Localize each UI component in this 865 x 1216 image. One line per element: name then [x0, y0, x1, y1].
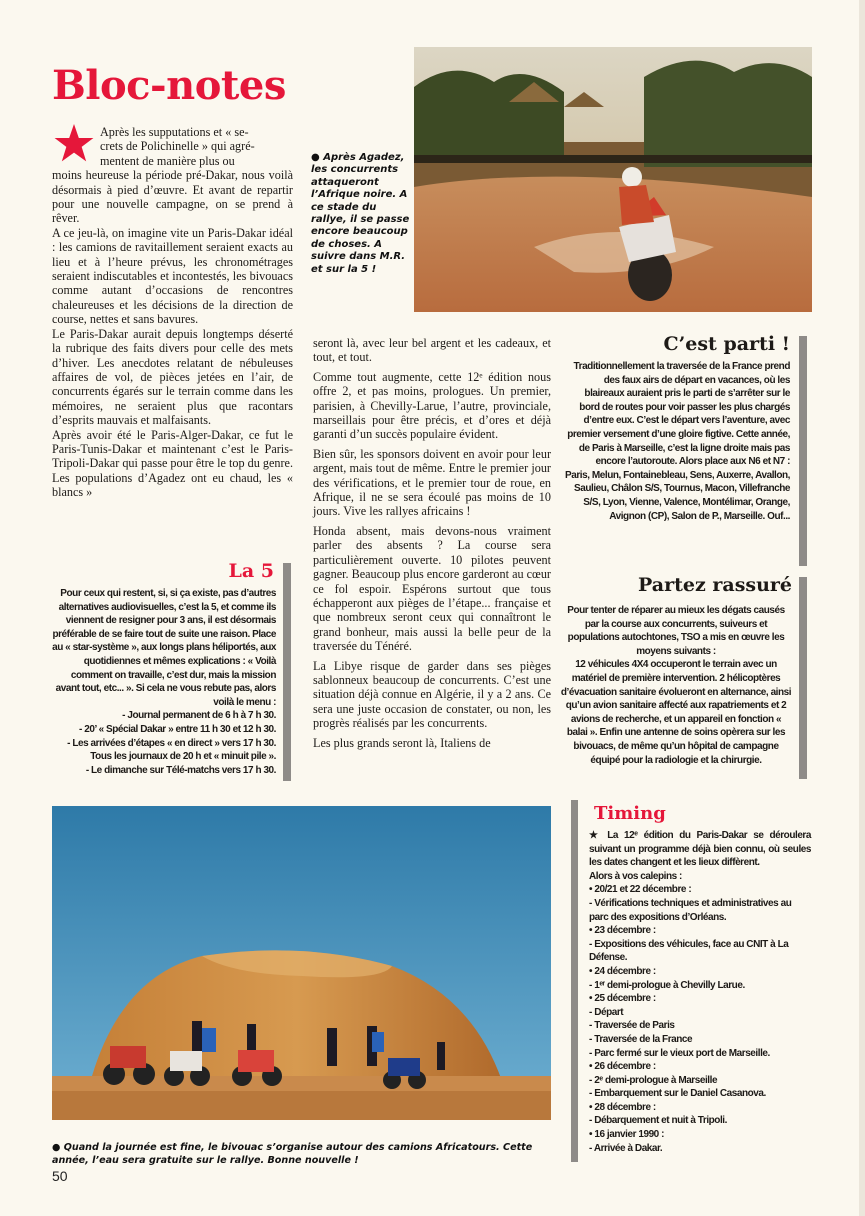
- la5-menu-item: - Le dimanche sur Télé-matchs vers 17 h 30.: [85, 764, 276, 776]
- timing-line: • 24 décembre :: [589, 965, 656, 977]
- la5-menu-item: - Journal permanent de 6 h à 7 h 30.: [122, 710, 276, 722]
- timing-line: - Expositions des véhicules, face au CNIT à La Défense.: [589, 938, 789, 964]
- timing-line: - Vérifications techniques et administratives au parc des expositions d’Orléans.: [589, 897, 792, 923]
- timing-side-bar: [571, 800, 578, 1162]
- timing-body: [589, 829, 811, 1155]
- partez-side-bar: [799, 577, 807, 779]
- la5-title: La 5: [228, 560, 274, 582]
- timing-line: • 28 décembre :: [589, 1101, 656, 1113]
- photo-caption-top: ● Après Agadez, les concurrents attaqueront l’Afrique noire. A ce stade du rallye, il se passe encore beaucoup de choses. A suivre dans M.R. et sur la 5 !: [311, 152, 410, 275]
- partez-body: [560, 604, 792, 767]
- column-paragraph: seront là, avec leur bel argent et les cadeaux, et tout, et tout.: [313, 336, 551, 365]
- timing-line: • 23 décembre :: [589, 925, 656, 937]
- intro-lead: [52, 125, 293, 168]
- timing-line: - 1ᵉʳ demi-prologue à Chevilly Larue.: [589, 979, 745, 991]
- lead-line: crets de Polichinelle » qui agré-: [100, 139, 255, 154]
- page-edge-shadow: [859, 0, 865, 1216]
- cest-parti-cities: Paris, Melun, Fontainebleau, Sens, Auxerre, Avallon, Saulieu, Châlon S/S, Tournus, Macon, Villefranche S/S, Lyon, Vienne, Valence, Montélimar, Orange, Avignon (CP), Salon de P., Marseille. Ouf...: [565, 469, 790, 522]
- intro-paragraph: moins heureuse la période pré-Dakar, nous voilà désormais à pied d’œuvre. Et avant de repartir pour une nouvelle campagne, on se prend à rêver.: [52, 168, 293, 226]
- intro-paragraph: Le Paris-Dakar aurait depuis longtemps déserté la rubrique des faits divers pour celle des mets d’hiver. Les anecdotes relatant de nébuleuses affaires de vol, de pièces jetées en l’air, de concurrents égarés sur le terrain comme dans les mémoires, ne seraient plus que racontars d’esprits mauvais et malfaisants.: [52, 326, 293, 428]
- timing-line: - Parc fermé sur le vieux port de Marseille.: [589, 1047, 770, 1059]
- cest-parti-side-bar: [799, 336, 807, 566]
- partez-text: 12 véhicules 4X4 occuperont le terrain avec un matériel de première intervention. 2 hélicoptères d’évacuation sanitaire évolueront en alternance, ainsi qu’un avion sanitaire affecté aux rapatriements et 2 avions de recherche, et un appareil en fonction « balai ». Enfin une antenne de soins opèrera sur les bivouacs, de même qu’un hôpital de campagne équipé pour la radiologie et la chirurgie.: [560, 659, 792, 766]
- timing-line: Alors à vos calepins :: [589, 870, 682, 882]
- photo-caption-bottom: ● Quand la journée est fine, le bivouac s’organise autour des camions Africatours. Cette année, l’eau sera gratuite sur le rallye. Bonne nouvelle !: [52, 1142, 533, 1166]
- la5-menu-item: Tous les journaux de 20 h et « minuit pile ».: [90, 751, 276, 763]
- intro-paragraph: A ce jeu-là, on imagine vite un Paris-Dakar idéal : les camions de ravitaillement seraient exacts au lieu et à l’heure prévus, les chronométrages seraient indiscutables et incontestés, les bivouacs comme autant d’occasions de rencontres chaleureuses et les décisions de la direction de course, nettes et sans bavures.: [52, 225, 293, 327]
- column-paragraph: La Libye risque de garder dans ses pièges sablonneux beaucoup de concurrents. C’est une situation déjà connue en Algérie, il y a 2 ans. Ce sera une juste occasion de constater, ou non, les progrès réalisés par les concurrents.: [313, 658, 551, 731]
- intro-column: [52, 125, 293, 500]
- column-paragraph: Comme tout augmente, cette 12ᵉ édition nous offre 2, et pas moins, prologues. Un premier, parisien, à Chevilly-Larue, l’autre, provinciale, marseillais pour être précis, et d’ores et déjà garanti d’un succès populaire évident.: [313, 369, 551, 442]
- main-column-2: [313, 336, 551, 750]
- partez-intro: Pour tenter de réparer au mieux les dégats causés par la course aux concurrents, suiveurs et populations autochtones, TSO a mis en œuvre les moyens suivants :: [567, 605, 785, 657]
- column-paragraph: Bien sûr, les sponsors doivent en avoir pour leur argent, mais tout de même. Entre le premier jour des vérifications, et le premier tour de roue, en Afrique, il ne se sera écoulé pas moins de 10 jours. Vive les rallyes africains !: [313, 446, 551, 519]
- timing-line: - Débarquement et nuit à Tripoli.: [589, 1115, 727, 1127]
- la5-body: [50, 587, 276, 777]
- cest-parti-body: [564, 360, 790, 523]
- rally-water-crossing-photo: [414, 47, 812, 312]
- timing-line: • 25 décembre :: [589, 993, 656, 1005]
- page-number: 50: [52, 1168, 68, 1184]
- column-paragraph: Les plus grands seront là, Italiens de: [313, 735, 491, 750]
- timing-line: - Traversée de Paris: [589, 1020, 675, 1032]
- timing-line: - Arrivée à Dakar.: [589, 1142, 663, 1154]
- desert-bivouac-photo: [52, 806, 551, 1120]
- lead-line: mentent de manière plus ou: [100, 153, 235, 168]
- cest-parti-title: C’est parti !: [663, 333, 790, 355]
- timing-line: - Départ: [589, 1006, 624, 1018]
- timing-line: - 2ᵉ demi-prologue à Marseille: [589, 1074, 718, 1086]
- partez-rassure-title: Partez rassuré: [638, 574, 792, 596]
- cest-parti-text: Traditionnellement la traversée de la France prend des faux airs de départ en vacances, où les blaireaux auraient pris le parti de s’arrêter sur le bord de routes pour voir passer les plus chargés d’entre eux. C’est le départ vers l’aventure, avec premier versement d’une gloire figtive. Cette année, de Paris à Marseille, c’est la ligne droite mais pas encore l’autoroute. Alors place aux N6 et N7 :: [567, 361, 790, 468]
- timing-line: - Traversée de la France: [589, 1033, 693, 1045]
- intro-paragraph: Après avoir été le Paris-Alger-Dakar, ce fut le Paris-Tunis-Dakar et maintenant c’est le Paris-Tripoli-Dakar qui passe pour être le top du genre. Les populations d’Agadez ont eu chaud, les « blancs »: [52, 427, 293, 500]
- page-title: Bloc-notes: [52, 62, 286, 109]
- timing-intro: ★ La 12ᵉ édition du Paris-Dakar se déroulera suivant un programme déjà bien connu, où seules les dates changent et les lieux diffèrent.: [589, 830, 811, 869]
- la5-menu-item: - 20’ « Spécial Dakar » entre 11 h 30 et 12 h 30.: [79, 723, 276, 735]
- timing-title: Timing: [594, 803, 666, 824]
- la5-side-bar: [283, 563, 291, 781]
- timing-line: • 26 décembre :: [589, 1061, 656, 1073]
- timing-line: • 20/21 et 22 décembre :: [589, 884, 692, 896]
- timing-line: • 16 janvier 1990 :: [589, 1129, 665, 1141]
- timing-line: - Embarquement sur le Daniel Casanova.: [589, 1088, 766, 1100]
- la5-intro: Pour ceux qui restent, si, si ça existe, pas d’autres alternatives audiovisuelles, c’est la 5, et comme ils viennent de resigner pour 3 ans, il est désormais préférable de se faire tout de suite une raison. Place au « star-système », aux longs plans héliportés, aux quotidiennes et mêmes explications : « Voilà comment on travaille, c’est dur, mais la mission avant tout, etc... ». Si cela ne vous rebute pas, alors voilà le menu :: [52, 588, 276, 708]
- la5-menu-item: - Les arrivées d’étapes « en direct » vers 17 h 30.: [67, 737, 276, 749]
- lead-line: Après les supputations et « se-: [100, 125, 249, 139]
- column-paragraph: Honda absent, mais devons-nous vraiment parler des absents ? La course sera particulièrement ouverte. 10 pilotes peuvent gagner. Beaucoup plus encore garderont au cœur ce fol espoir. Espérons surtout que tous échapperont aux pièges de l’étape... française et que nombreux seront ceux qui connaîtront le grand bonheur, mais aussi la belle peur de la traversée du Ténéré.: [313, 523, 551, 654]
